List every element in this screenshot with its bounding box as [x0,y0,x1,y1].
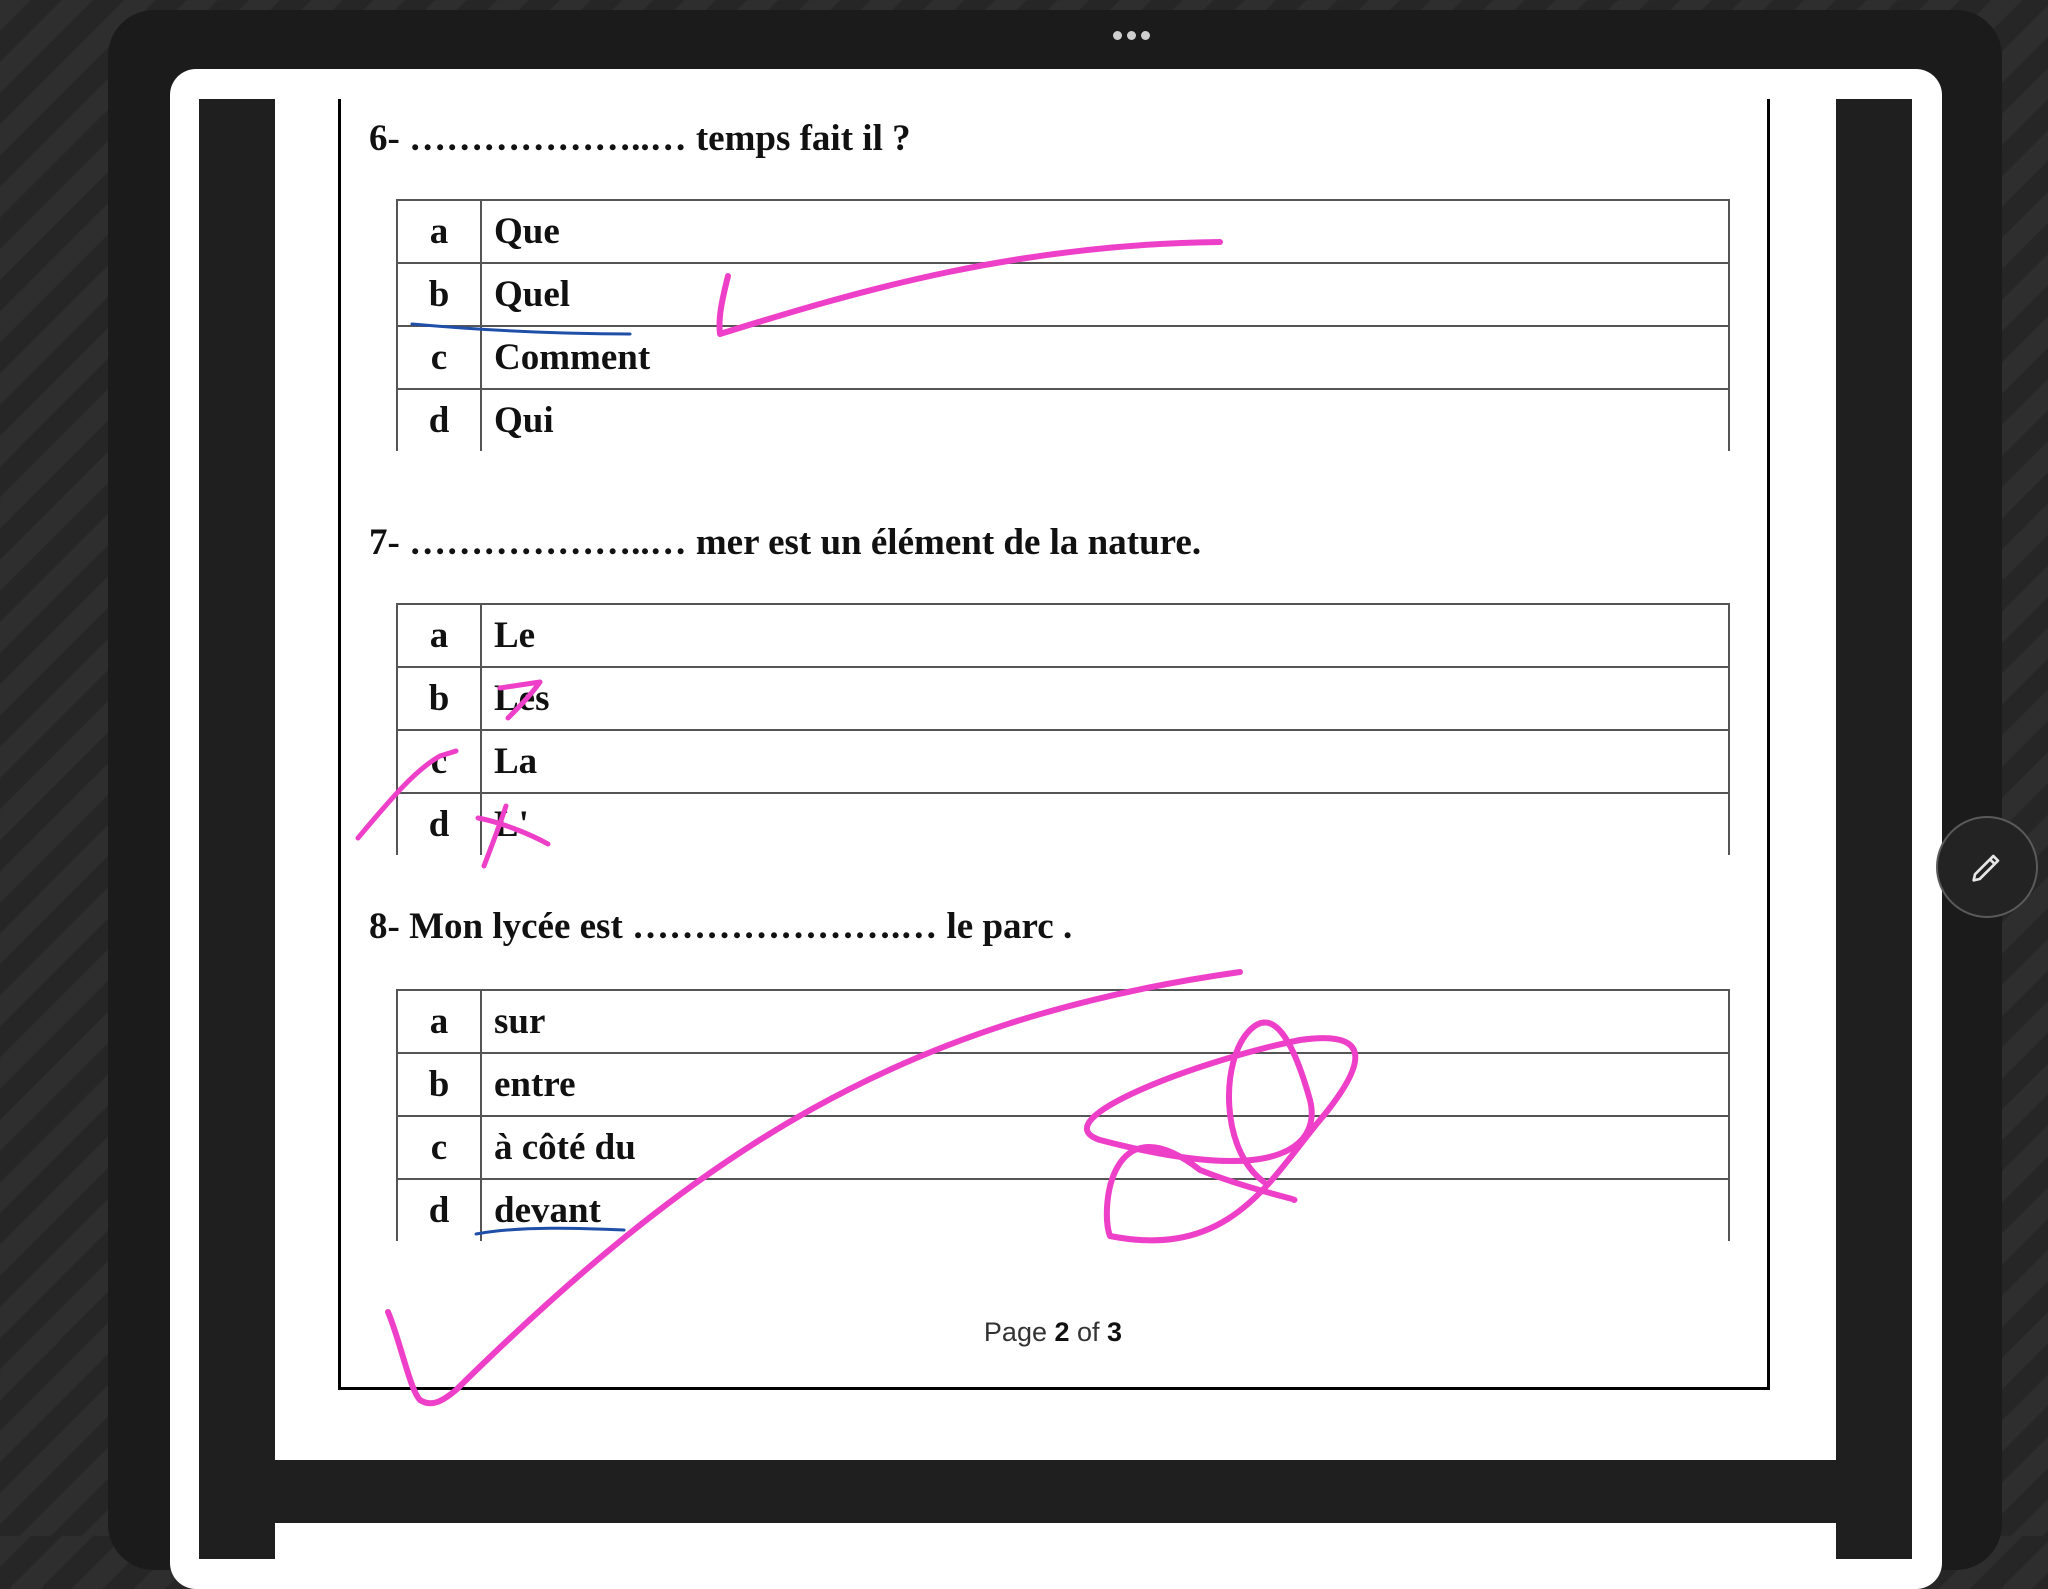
option-row[interactable] [397,604,1729,667]
option-text: La [481,730,1729,793]
option-letter: d [397,793,481,855]
option-row[interactable] [397,389,1729,451]
page-footer [275,1317,1831,1348]
option-letter: b [397,263,481,326]
option-row[interactable] [397,1053,1729,1116]
option-letter: c [397,1116,481,1179]
option-letter: d [397,389,481,451]
option-letter: c [397,730,481,793]
question-8: 8- Mon lycée est ………………….… le parc . [369,906,1073,947]
option-row[interactable] [397,793,1729,855]
footer-prefix: Page [983,1317,1055,1347]
option-row[interactable] [397,730,1729,793]
footer-current-page: 2 [1054,1317,1070,1347]
option-letter: a [397,990,481,1053]
option-row[interactable] [397,200,1729,263]
pdf-page [275,99,1836,1460]
option-letter: b [397,667,481,730]
option-letter: c [397,326,481,389]
option-text: Que [481,200,1729,263]
options-table-q8 [396,989,1730,1241]
option-letter: a [397,604,481,667]
options-table-q7 [396,603,1730,855]
pdf-viewer[interactable] [199,99,1912,1559]
option-text: Quel [481,263,1729,326]
question-7: 7- ………………..… mer est un élément de la nature. [369,522,1202,563]
option-text: entre [481,1053,1729,1116]
footer-middle: of [1069,1317,1108,1347]
option-row[interactable] [397,1116,1729,1179]
option-letter: b [397,1053,481,1116]
option-text: sur [481,990,1729,1053]
options-table-q6 [396,199,1730,451]
pencil-icon [1967,847,2007,887]
option-row[interactable] [397,1179,1729,1241]
option-row[interactable] [397,990,1729,1053]
option-text: Les [481,667,1729,730]
question-6: 6- ………………..… temps fait il ? [369,118,911,159]
option-text: Comment [481,326,1729,389]
option-row[interactable] [397,667,1729,730]
option-letter: d [397,1179,481,1241]
option-row[interactable] [397,263,1729,326]
footer-total-pages: 3 [1107,1317,1123,1347]
option-letter: a [397,200,481,263]
option-text: à côté du [481,1116,1729,1179]
next-pdf-page [275,1523,1836,1559]
option-row[interactable] [397,326,1729,389]
option-text: devant [481,1179,1729,1241]
option-text: L' [481,793,1729,855]
option-text: Le [481,604,1729,667]
more-dots-icon[interactable] [1108,29,1154,41]
pen-tool-button[interactable] [1936,816,2038,918]
option-text: Qui [481,389,1729,451]
